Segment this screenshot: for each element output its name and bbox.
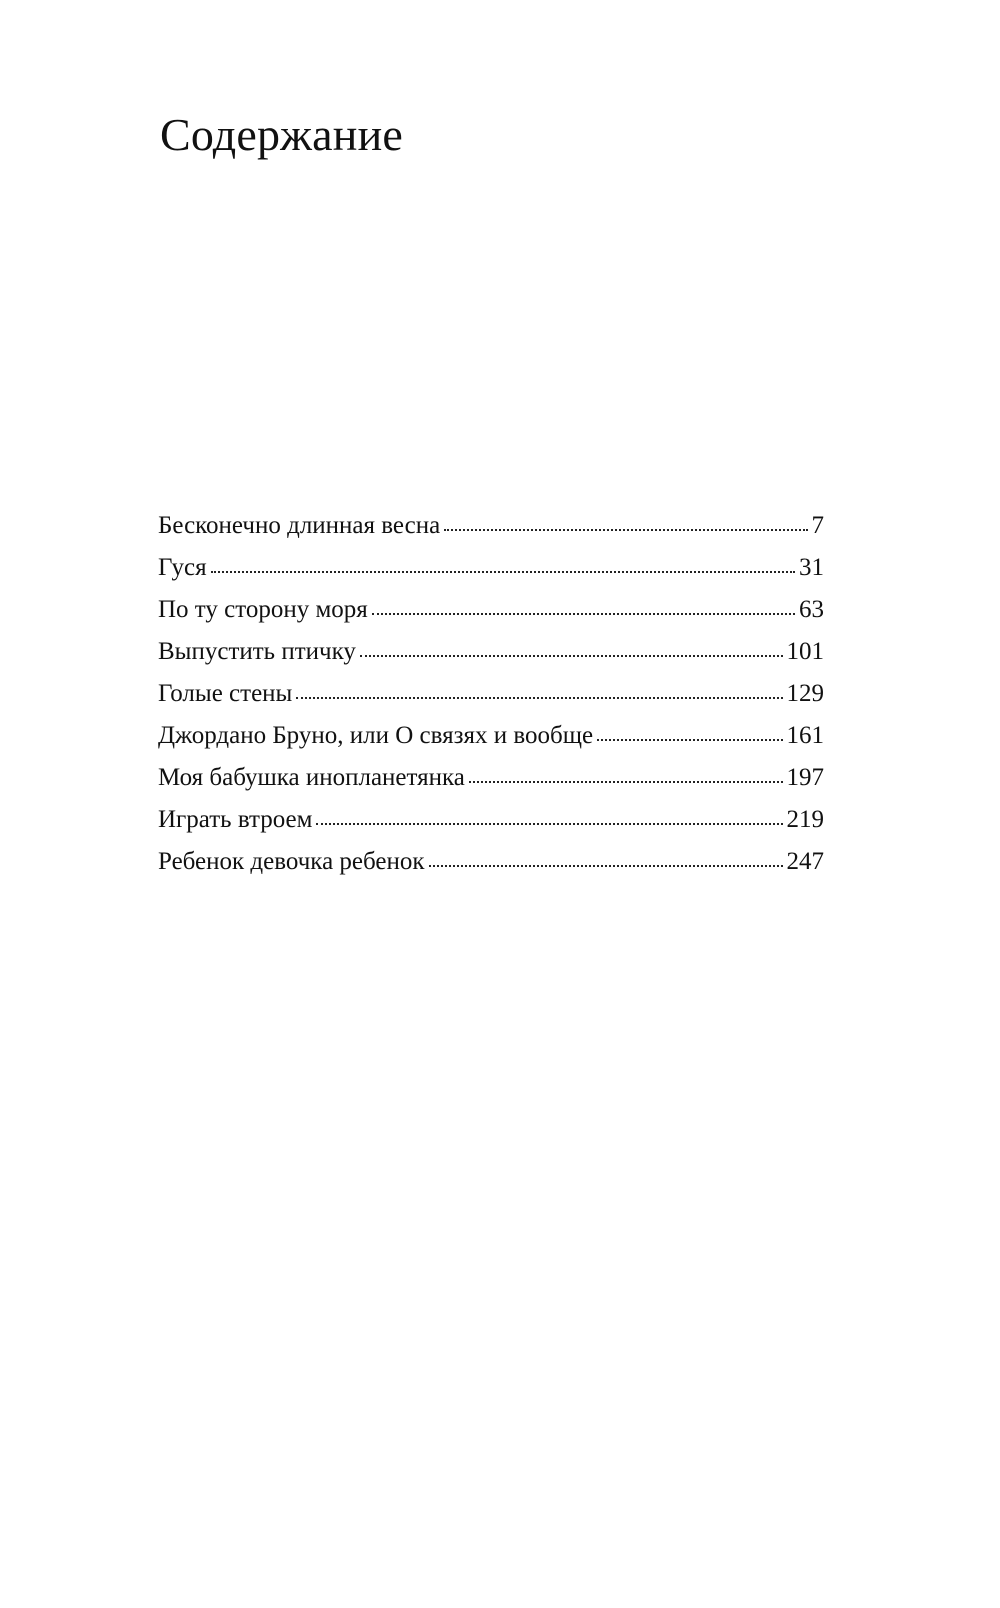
toc-entry-title: Моя бабушка инопланетянка bbox=[158, 764, 465, 791]
toc-entry-title: По ту сторону моря bbox=[158, 596, 368, 623]
dot-leader bbox=[296, 697, 782, 699]
toc-entry[interactable] bbox=[158, 799, 824, 841]
table-of-contents bbox=[158, 505, 824, 883]
toc-entry-page-number: 247 bbox=[786, 848, 824, 875]
toc-entry-page-number: 63 bbox=[799, 596, 824, 623]
toc-entry[interactable] bbox=[158, 505, 824, 547]
dot-leader bbox=[597, 739, 782, 741]
toc-entry-page-number: 129 bbox=[786, 680, 824, 707]
toc-entry-title: Гуся bbox=[158, 554, 207, 581]
toc-entry[interactable] bbox=[158, 757, 824, 799]
toc-entry[interactable] bbox=[158, 841, 824, 883]
dot-leader bbox=[429, 865, 783, 867]
toc-entry-page-number: 101 bbox=[786, 638, 824, 665]
toc-entry[interactable] bbox=[158, 547, 824, 589]
dot-leader bbox=[444, 529, 807, 531]
toc-entry[interactable] bbox=[158, 631, 824, 673]
dot-leader bbox=[372, 613, 795, 615]
toc-entry[interactable] bbox=[158, 673, 824, 715]
toc-entry-title: Ребенок девочка ребенок bbox=[158, 848, 425, 875]
toc-entry-page-number: 161 bbox=[786, 722, 824, 749]
toc-entry-page-number: 7 bbox=[811, 512, 824, 539]
toc-entry-title: Голые стены bbox=[158, 680, 293, 707]
toc-entry-page-number: 31 bbox=[799, 554, 824, 581]
toc-entry-page-number: 197 bbox=[786, 764, 824, 791]
dot-leader bbox=[360, 655, 783, 657]
dot-leader bbox=[469, 781, 783, 783]
toc-entry-title: Джордано Бруно, или О связях и вообще bbox=[158, 722, 594, 749]
toc-entry[interactable] bbox=[158, 715, 824, 757]
toc-entry-title: Бесконечно длинная весна bbox=[158, 512, 441, 539]
toc-entry-title: Играть втроем bbox=[158, 806, 313, 833]
dot-leader bbox=[316, 823, 782, 825]
toc-entry[interactable] bbox=[158, 589, 824, 631]
toc-entry-title: Выпустить птичку bbox=[158, 638, 356, 665]
dot-leader bbox=[211, 571, 795, 573]
page-title: Содержание bbox=[160, 109, 404, 160]
toc-entry-page-number: 219 bbox=[786, 806, 824, 833]
